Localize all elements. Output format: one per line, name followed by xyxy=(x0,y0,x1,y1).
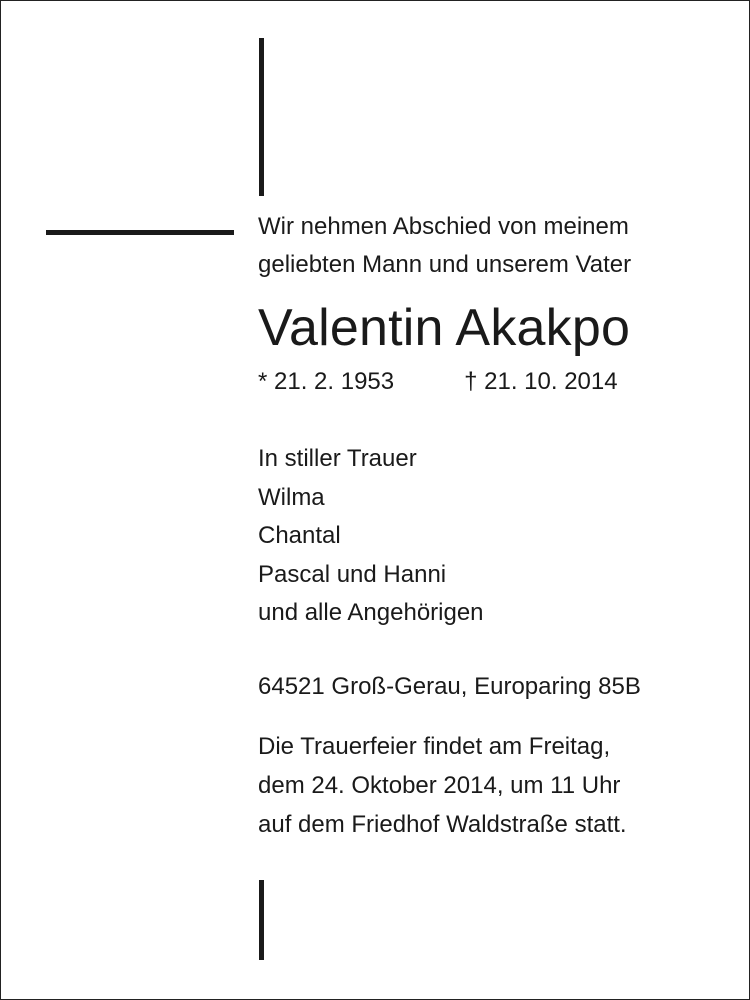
address: 64521 Groß-Gerau, Europaring 85B xyxy=(258,672,641,700)
service-line-2: dem 24. Oktober 2014, um 11 Uhr xyxy=(258,771,621,799)
intro-line-2: geliebten Mann und unserem Vater xyxy=(258,251,632,278)
service-line-3: auf dem Friedhof Waldstraße statt. xyxy=(258,810,627,838)
mourners-list xyxy=(258,440,728,633)
birth-date: * 21. 2. 1953 xyxy=(258,368,395,395)
service-line-1: Die Trauerfeier findet am Freitag, xyxy=(258,732,611,760)
mourner-name: Wilma xyxy=(258,483,325,511)
decorative-vertical-bar-bottom xyxy=(259,880,264,960)
intro-text xyxy=(258,208,728,284)
mourner-name: Chantal xyxy=(258,522,341,549)
decorative-horizontal-bar xyxy=(46,230,234,235)
obituary-content xyxy=(258,208,728,844)
life-dates xyxy=(258,366,728,398)
intro-line-1: Wir nehmen Abschied von meinem xyxy=(258,213,629,240)
deceased-name: Valentin Akakpo xyxy=(258,299,631,357)
service-info xyxy=(258,727,728,844)
decorative-vertical-bar-top xyxy=(259,38,264,196)
mourner-name: Pascal und Hanni xyxy=(258,560,447,588)
mourner-name: und alle Angehörigen xyxy=(258,599,484,626)
death-date: † 21. 10. 2014 xyxy=(464,368,618,395)
mourners-heading: In stiller Trauer xyxy=(258,445,417,472)
